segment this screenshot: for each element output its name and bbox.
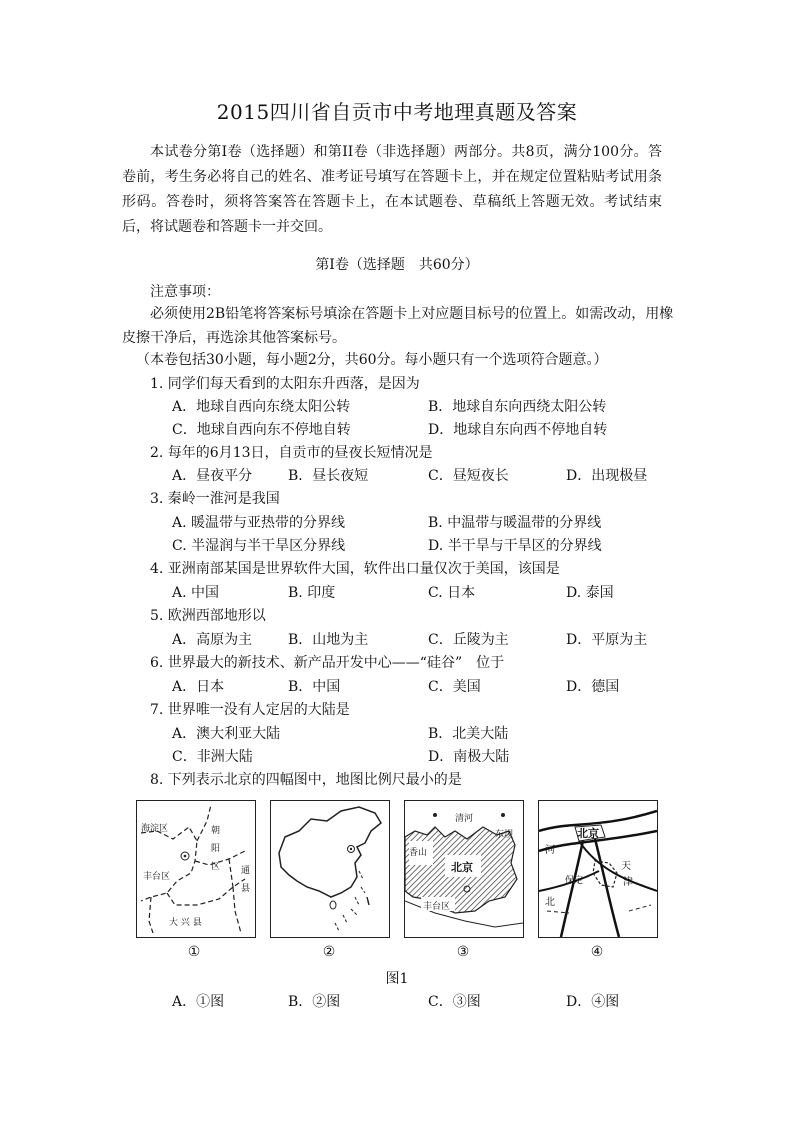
- map-1-label-yang: 阳: [211, 844, 221, 854]
- map-3-label-fengtai: 丰台区: [423, 902, 451, 912]
- map-3-city: [404, 800, 524, 938]
- page-title: 2015四川省自贡市中考地理真题及答案: [216, 100, 578, 124]
- figure-caption: 图1: [385, 971, 409, 987]
- question-8: 8. 下列表示北京的四幅图中，地图比例尺最小的是: [150, 772, 462, 788]
- q2-option-a: A．昼夜平分: [172, 468, 253, 484]
- q6-option-d: D．德国: [566, 679, 620, 695]
- question-1: 1. 同学们每天看到的太阳东升西落，是因为: [150, 376, 420, 392]
- map-4-label-bei: 北: [545, 897, 555, 908]
- q1-option-a: A．地球自西向东绕太阳公转: [172, 399, 351, 415]
- q8-option-c: C．③图: [428, 994, 481, 1010]
- map-4-label-beijing: 北京: [577, 827, 599, 840]
- map-1-label-xian: 县: [241, 884, 251, 894]
- q7-option-d: D．南极大陆: [428, 749, 510, 765]
- figure-1: [134, 800, 658, 940]
- map-4-label-tian: 天: [621, 861, 631, 872]
- map-4-label-jin: 津: [623, 877, 633, 888]
- q3-option-d: D. 半干旱与干旱区的分界线: [428, 538, 602, 554]
- map-3-number: ③: [456, 944, 470, 960]
- q3-option-c: C. 半湿润与半干旱区分界线: [172, 538, 346, 554]
- question-3: 3. 秦岭一淮河是我国: [150, 491, 280, 507]
- q7-option-c: C．非洲大陆: [172, 749, 253, 765]
- q6-option-c: C．美国: [428, 679, 481, 695]
- map-2-china: [270, 800, 390, 938]
- map-2-number: ②: [322, 944, 336, 960]
- map-2-drawing: [271, 801, 389, 937]
- map-4-region: [538, 800, 658, 938]
- q4-option-d: D. 泰国: [566, 585, 614, 601]
- q2-option-b: B．昼长夜短: [288, 468, 369, 484]
- q1-option-c: C．地球自西向东不停地自转: [172, 422, 351, 438]
- q3-option-b: B. 中温带与暖温带的分界线: [428, 515, 602, 531]
- map-1-label-fengtai: 丰台区: [143, 872, 171, 882]
- notice-line-1: 必须使用2B铅笔将答案标号填涂在答题卡上对应题目标号的位置上。如需改动，用橡: [150, 306, 674, 322]
- q5-option-b: B．山地为主: [288, 632, 369, 648]
- map-3-label-dongba: 东坝: [495, 830, 514, 840]
- notice-line-2: 皮擦干净后，再选涂其他答案标号。: [122, 330, 346, 346]
- map-1-label-daxing: 大 兴 县: [169, 918, 202, 928]
- map-1-label-tong: 通: [241, 866, 251, 876]
- map-4-number: ④: [590, 944, 604, 960]
- section-title: 第Ⅰ卷（选择题 共60分）: [315, 257, 479, 273]
- map-1-label-haidian: 海淀区: [141, 824, 169, 834]
- q8-option-d: D．④图: [566, 994, 620, 1010]
- q4-option-a: A. 中国: [172, 585, 220, 601]
- map-3-label-qinghe: 清河: [455, 814, 474, 824]
- q4-option-b: B. 印度: [288, 585, 336, 601]
- map-4-drawing: [539, 801, 657, 937]
- q7-option-b: B．北美大陆: [428, 726, 509, 742]
- map-1-label-qu: 区: [211, 862, 221, 872]
- notice-label: 注意事项：: [150, 284, 220, 300]
- q6-option-a: A．日本: [172, 679, 225, 695]
- q6-option-b: B．中国: [288, 679, 341, 695]
- q1-option-d: D．地球自东向西不停地自转: [428, 422, 608, 438]
- q2-option-d: D．出现极昼: [566, 468, 648, 484]
- map-3-label-xiangshan: 香山: [409, 848, 428, 858]
- question-4: 4. 亚洲南部某国是世界软件大国，软件出口量仅次于美国，该国是: [150, 561, 560, 577]
- map-1-districts: [136, 800, 256, 938]
- map-3-label-beijing: 北京: [451, 861, 473, 874]
- map-1-number: ①: [187, 944, 201, 960]
- map-1-label-chao: 朝: [211, 826, 221, 836]
- question-5: 5. 欧洲西部地形以: [150, 608, 266, 624]
- q7-option-a: A．澳大利亚大陆: [172, 726, 281, 742]
- q3-option-a: A. 暖温带与亚热带的分界线: [172, 515, 346, 531]
- q2-option-c: C．昼短夜长: [428, 468, 509, 484]
- notice-line-3: （本卷包括30小题，每小题2分，共60分。每小题只有一个选项符合题意。）: [136, 352, 608, 368]
- map-4-label-baoding: 保定: [565, 876, 584, 886]
- q1-option-b: B．地球自东向西绕太阳公转: [428, 399, 607, 415]
- q5-option-d: D．平原为主: [566, 632, 648, 648]
- question-2: 2. 每年的6月13日，自贡市的昼夜长短情况是: [150, 445, 433, 461]
- question-7: 7. 世界唯一没有人定居的大陆是: [150, 702, 350, 718]
- q5-option-c: C．丘陵为主: [428, 632, 509, 648]
- q8-option-a: A．①图: [172, 994, 225, 1010]
- q5-option-a: A．高原为主: [172, 632, 253, 648]
- intro-paragraph: 本试卷分第Ⅰ卷（选择题）和第II卷（非选择题）两部分。共8页，满分100分。答卷前，考生务必将自己的姓名、准考证号填写在答题卡上，并在规定位置粘贴考试用条形码。答卷时，须将答案答在答题卡上，在本试题卷、草稿纸上答题无效。考试结束后，将试题卷和答题卡一并交回。: [122, 144, 662, 235]
- question-6: 6. 世界最大的新技术、新产品开发中心——“硅谷” 位于: [150, 655, 505, 671]
- map-4-label-he: 河: [545, 845, 555, 856]
- q8-option-b: B．②图: [288, 994, 341, 1010]
- q4-option-c: C. 日本: [428, 585, 476, 601]
